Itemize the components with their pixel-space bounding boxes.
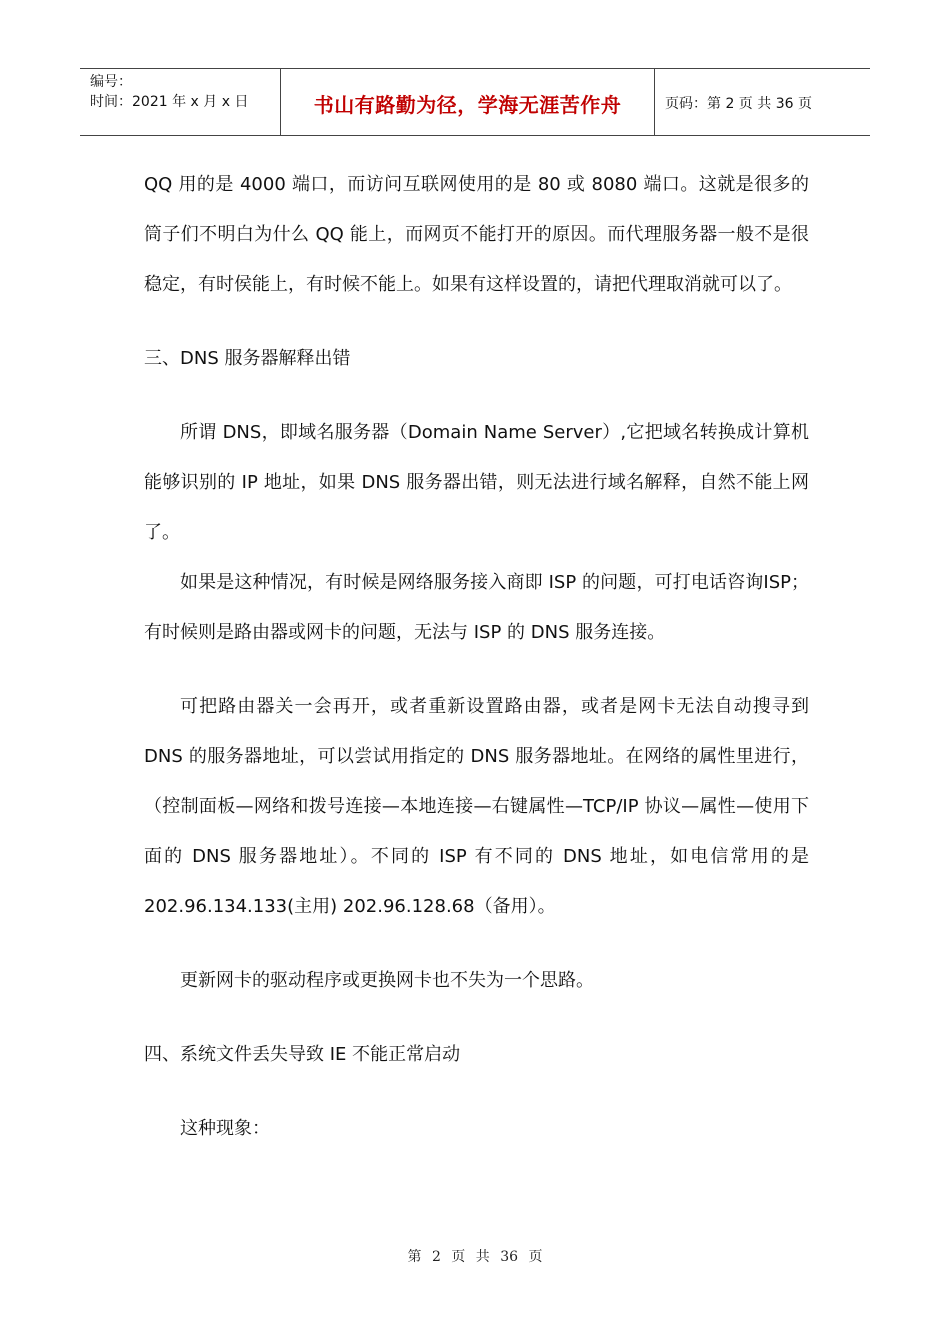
header-page-cell bbox=[655, 69, 870, 135]
header-page-info: 页码：第 2 页 共 36 页 bbox=[665, 96, 812, 112]
header-motto-cell bbox=[281, 69, 655, 135]
document-number-label: 编号： bbox=[90, 74, 132, 90]
header-meta-cell bbox=[80, 69, 281, 135]
section-heading-dns: 三、DNS 服务器解释出错 bbox=[144, 348, 351, 369]
paragraph-dns-definition: 所谓 DNS，即域名服务器（Domain Name Server）,它把域名转换成计算机能够识别的 IP 地址，如果 DNS 服务器出错，则无法进行域名解释，自然不能上网了。 bbox=[144, 422, 809, 543]
paragraph-phenomenon: 这种现象： bbox=[180, 1118, 270, 1139]
document-date-label: 时间：2021 年 x 月 x 日 bbox=[90, 94, 249, 110]
page-header bbox=[80, 68, 870, 136]
paragraph-update-driver: 更新网卡的驱动程序或更换网卡也不失为一个思路。 bbox=[180, 970, 594, 991]
paragraph-qq-port: QQ 用的是 4000 端口，而访问互联网使用的是 80 或 8080 端口。这就是很多的筒子们不明白为什么 QQ 能上，而网页不能打开的原因。而代理服务器一般不是很稳定，有时侯能上，有时候不能上。如果有这样设置的，请把代理取消就可以了。 bbox=[144, 174, 809, 295]
paragraph-isp-problem: 如果是这种情况，有时候是网络服务接入商即 ISP 的问题，可打电话咨询ISP；有时候则是路由器或网卡的问题，无法与 ISP 的 DNS 服务连接。 bbox=[144, 572, 809, 643]
document-body bbox=[144, 160, 809, 1154]
header-motto: 书山有路勤为径，学海无涯苦作舟 bbox=[313, 93, 622, 117]
page-footer: 第 2 页 共 36 页 bbox=[407, 1249, 543, 1265]
section-heading-system-files: 四、系统文件丢失导致 IE 不能正常启动 bbox=[144, 1044, 461, 1065]
paragraph-router-reset: 可把路由器关一会再开，或者重新设置路由器，或者是网卡无法自动搜寻到 DNS 的服务器地址，可以尝试用指定的 DNS 服务器地址。在网络的属性里进行，（控制面板—网络和拨号连接—本地连接—右键属性—TCP/IP 协议—属性—使用下面的 DNS 服务器地址）。不同的 ISP 有不同的 DNS 地址，如电信常用的是 202.96.134.133(主用) 202.96.128.68（备用）。 bbox=[144, 696, 809, 917]
